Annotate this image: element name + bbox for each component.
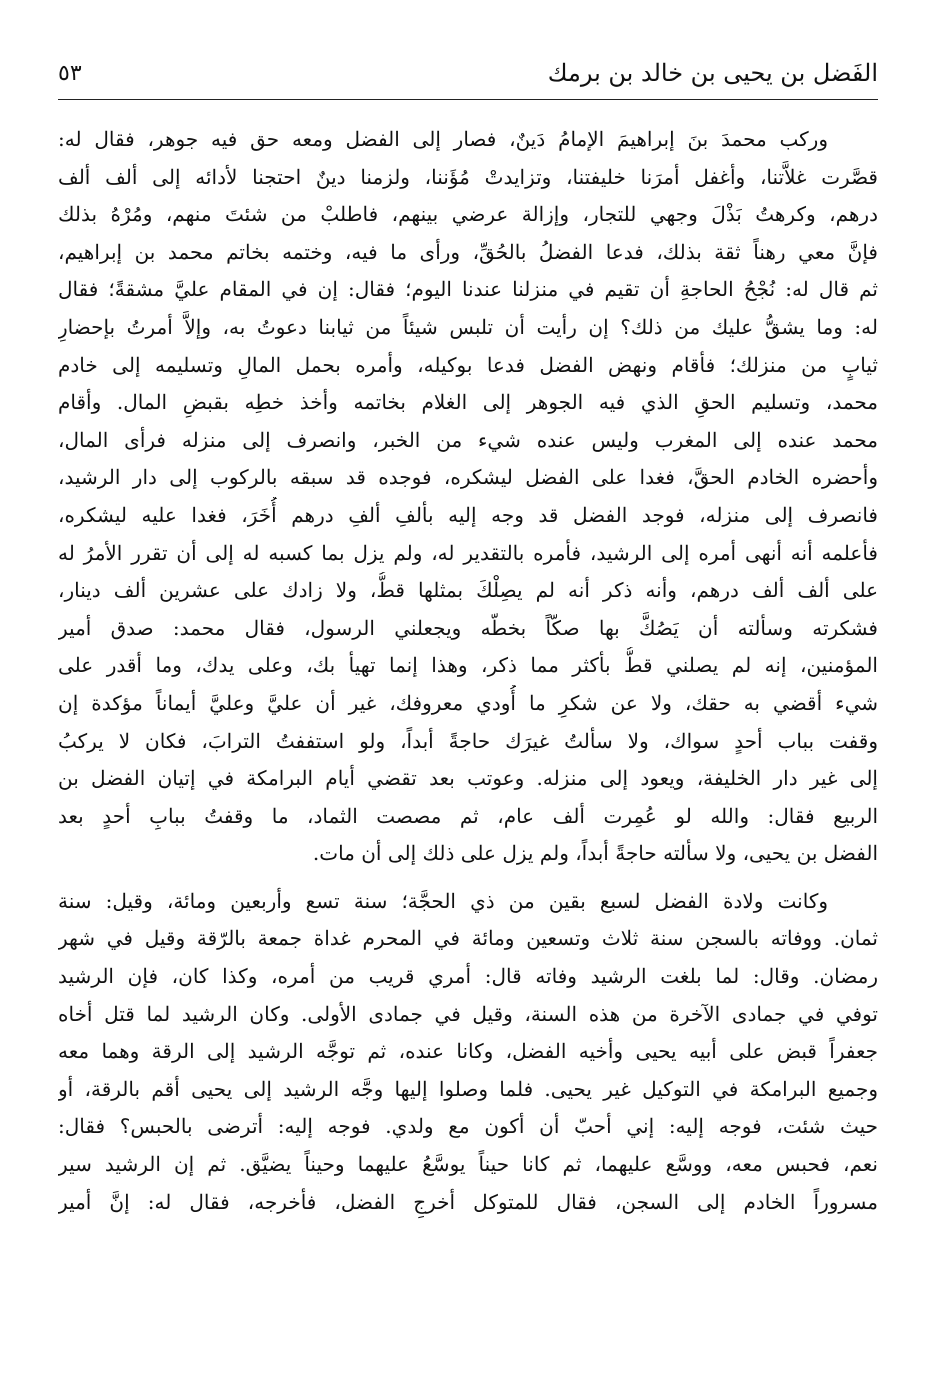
running-title: الفَضل بن يحيى بن خالد بن برمك [547, 59, 878, 87]
text-line: فانصرف إلى منزله، فوجد الفضل قد وجه إليه بألفِ ألفِ درهم أُخَرَ، فغدا عليه ليشكره، [58, 502, 878, 527]
text-line: وقفت بباب أحدٍ سواك، ولا سألتُ غيرَك حاجةً أبداً، ولو استففتُ الترابَ، فكان لا يركبُ [58, 728, 878, 753]
text-line: حيث شئت، فوجه إليه: إني أحبّ أن أكون مع ولدي. فوجه إليه: أترضى بالحبس؟ فقال: [58, 1114, 878, 1139]
text-line: جعفراً قبض على أبيه يحيى وأخيه الفضل، وكانا عنده، ثم توجَّه الرشيد إلى الرقة وهما معه [58, 1039, 878, 1064]
text-line: الفضل بن يحيى، ولا سألته حاجةً أبداً، ولم يزل على ذلك إلى أن مات. [312, 841, 878, 866]
text-line: مسروراً الخادم إلى السجن، فقال للمتوكل أخرجِ الفضل، فأخرجه، فقال له: إنَّ أمير [58, 1189, 878, 1214]
text-line: نعم، فحبس معه، ووسَّع عليهما، ثم كانا حيناً يوسَّعُ عليهما وحيناً يضيَّق. ثم إن الرشيد سير [58, 1152, 878, 1177]
text-line: فأعلمه أنه أنهى أمره إلى الرشيد، فأمره بالتقدير له، ولم يزل بما كسبه له إلى أن تقرر الأمرُ له [58, 540, 878, 565]
header-divider [58, 99, 878, 100]
text-line: فشكرته وسألته أن يَصُكَّ بها صكّاً بخطّه ويجعلني الرسول، فقال محمد: صدق أمير [58, 615, 878, 640]
paragraph-2 [58, 883, 878, 1221]
text-line: وأحضره الخادم الحقَّ، فغدا على الفضل ليشكره، فوجده قد سبقه بالركوب إلى دار الرشيد، [58, 465, 878, 490]
text-line: وركب محمدَ بنَ إبراهيمَ الإمامُ دَينٌ، فصار إلى الفضل ومعه حق فيه جوهر، فقال له: [58, 127, 828, 151]
text-line: شيء أقضي به حقك، ولا عن شكرِ ما أُودي معروفك، غير أن عليَّ وعليَّ أيماناً مؤكدة إن [58, 690, 878, 715]
text-line: ثمان. ووفاته بالسجن سنة ثلاث وتسعين ومائة في المحرم غداة جمعة بالرّقة وقيل في شهر [58, 926, 878, 951]
text-line: توفي في جمادى الآخرة من هذه السنة، وقيل في جمادى الأولى. وكان الرشيد لما قتل أخاه [58, 1001, 878, 1026]
text-line: على ألف ألف درهم، وأنه ذكر أنه لم يصِلْكَ بمثلها قطُّ، ولا زادك على عشرين ألف دينار، [58, 578, 878, 603]
text-line: درهم، وكرهتُ بَذْلَ وجهي للتجار، وإزالة عرضي بينهم، فاطلبْ من شئتَ منهم، ومُرْهُ بذلك [58, 202, 878, 227]
text-line: فإنَّ معي رهناً ثقة بذلك، فدعا الفضلُ بالحُقِّ، ورأى ما فيه، وختمه بخاتم محمد بن إبراهيم، [58, 239, 878, 264]
body-text [58, 121, 878, 1221]
text-line: إلى غير دار الخليفة، ويعود إلى منزله. وعوتب بعد تقضي أيام البرامكة في إتيان الفضل بن [58, 766, 878, 791]
text-line: ثيابٍ من منزلك؛ فأقام ونهض الفضل فدعا بوكيله، وأمره بحمل المالِ وتسليمه إلى خادم [58, 352, 878, 377]
text-line: الربيع فقال: والله لو عُمِرت ألف عام، ثم مصصت الثماد، ما وقفتُ ببابِ أحدٍ بعد [58, 803, 878, 828]
text-line: محمد عنده إلى المغرب وليس عنده شيء من الخبر، وانصرف إلى منزله فرأى المال، [58, 427, 878, 452]
page-header [58, 52, 878, 92]
paragraph-1 [58, 121, 878, 873]
text-line: له: وما يشقُّ عليك من ذلك؟ إن رأيت أن تلبس شيئاً من ثيابنا دعوتُ به، وإلاَّ أمرتُ بإحضارِ [58, 314, 878, 339]
text-line: المؤمنين، إنه لم يصلني قطُّ بأكثر مما ذكر، وهذا إنما تهيأ بك، وعلى يدك، وما أقدر على [58, 653, 878, 678]
text-line: رمضان. وقال: لما بلغت الرشيد وفاته قال: أمري قريب من أمره، وكذا كان، فإن الرشيد [58, 964, 878, 989]
page-number: ٥٣ [58, 61, 82, 86]
paragraph-gap [58, 873, 878, 883]
text-line: قصَّرت غلاَّتنا، وأغفل أمرَنا خليفتنا، وتزايدتْ مُؤَننا، ولزمنا دينٌ احتجنا لأدائه إلى ألف ألف [58, 164, 878, 189]
text-line: وكانت ولادة الفضل لسبع بقين من ذي الحجَّة؛ سنة تسع وأربعين ومائة، وقيل: سنة [58, 888, 828, 913]
text-line: ثم قال له: نُجْحُ الحاجةِ أن تقيم في منزلنا عندنا اليوم؛ فقال: إن في المقام عليَّ مشقةً؛ فقال [58, 277, 878, 302]
text-line: وجميع البرامكة في التوكيل غير يحيى. فلما وصلوا إليها وجَّه الرشيد إلى يحيى أقم بالرقة، أو [58, 1076, 878, 1101]
text-line: محمد، وتسليم الحقِ الذي فيه الجوهر إلى الغلام بخاتمه وأخذ خطِه بقبضِ المال. وأقام [58, 390, 878, 415]
